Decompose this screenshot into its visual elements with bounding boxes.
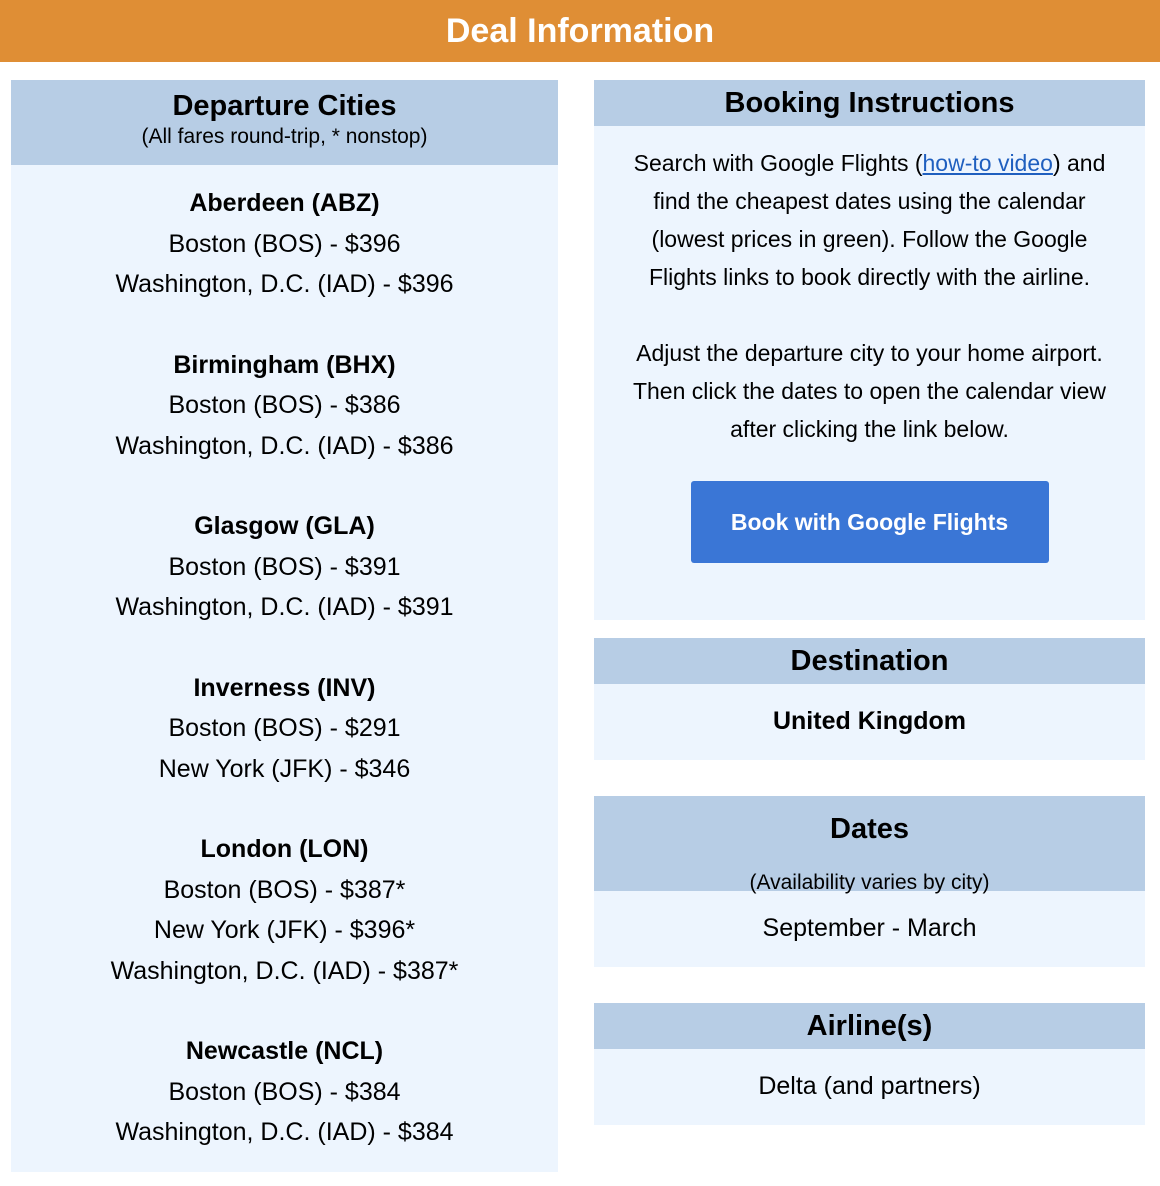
fare-line: Boston (BOS) - $396 [168,229,401,258]
fare-line: Washington, D.C. (IAD) - $384 [115,1118,454,1146]
fare-line: Boston (BOS) - $384 [168,1077,401,1106]
city-name: Newcastle (NCL) [185,1037,384,1065]
dates-value: September - March [762,914,977,942]
city-group [11,1031,558,1153]
departure-title: Departure Cities [172,90,397,122]
fare-line: Boston (BOS) - $291 [168,714,401,742]
fare-line: New York (JFK) - $346 [158,754,411,783]
destination-panel [594,638,1145,760]
how-to-video-link[interactable]: how-to video [922,150,1053,176]
city-name: London (LON) [200,835,369,863]
page-title: Deal Information [0,0,1160,62]
dates-panel [594,796,1145,967]
fare-line: Washington, D.C. (IAD) - $386 [115,431,454,460]
fare-line: Boston (BOS) - $391 [168,552,401,581]
booking-paragraph-2: Adjust the departure city to your home airport. Then click the dates to open the calendar view after clicking the link below. [632,340,1107,442]
city-group [11,506,558,628]
fare-line: Washington, D.C. (IAD) - $396 [115,270,454,298]
fare-line: Washington, D.C. (IAD) - $387* [110,956,459,985]
fare-line: Boston (BOS) - $387* [163,875,406,904]
text: Search with Google Flights ( [633,150,923,176]
dates-title: Dates [830,813,909,845]
city-name: Birmingham (BHX) [173,350,396,379]
city-group [11,668,558,790]
dates-header [594,796,1145,894]
departure-header [11,80,558,165]
booking-paragraph-1 [632,144,1107,296]
text: ) and find the cheapest dates using the calendar (lowest prices in green). Follow the Google Flights links to book directly with the airline. [648,150,1106,290]
airlines-panel [594,1003,1145,1125]
booking-panel [594,80,1145,620]
book-google-flights-button[interactable]: Book with Google Flights [691,481,1049,563]
booking-title: Booking Instructions [594,80,1145,126]
fare-line: New York (JFK) - $396* [153,916,416,944]
departure-subtitle: (All fares round-trip, * nonstop) [141,125,428,148]
fare-line: Washington, D.C. (IAD) - $391 [115,593,454,621]
airlines-title: Airline(s) [594,1003,1145,1049]
airlines-value: Delta (and partners) [758,1072,981,1100]
city-group [11,829,558,991]
booking-body [594,126,1145,563]
city-list [11,183,558,1153]
city-name: Glasgow (GLA) [194,512,375,540]
dates-subtitle: (Availability varies by city) [749,871,990,894]
fare-line: Boston (BOS) - $386 [168,391,401,419]
city-group [11,345,558,467]
city-group [11,183,558,305]
city-name: Inverness (INV) [193,673,376,702]
destination-value: United Kingdom [772,707,967,735]
city-name: Aberdeen (ABZ) [189,189,380,217]
destination-title: Destination [594,638,1145,684]
departure-cities-panel [11,80,558,1172]
